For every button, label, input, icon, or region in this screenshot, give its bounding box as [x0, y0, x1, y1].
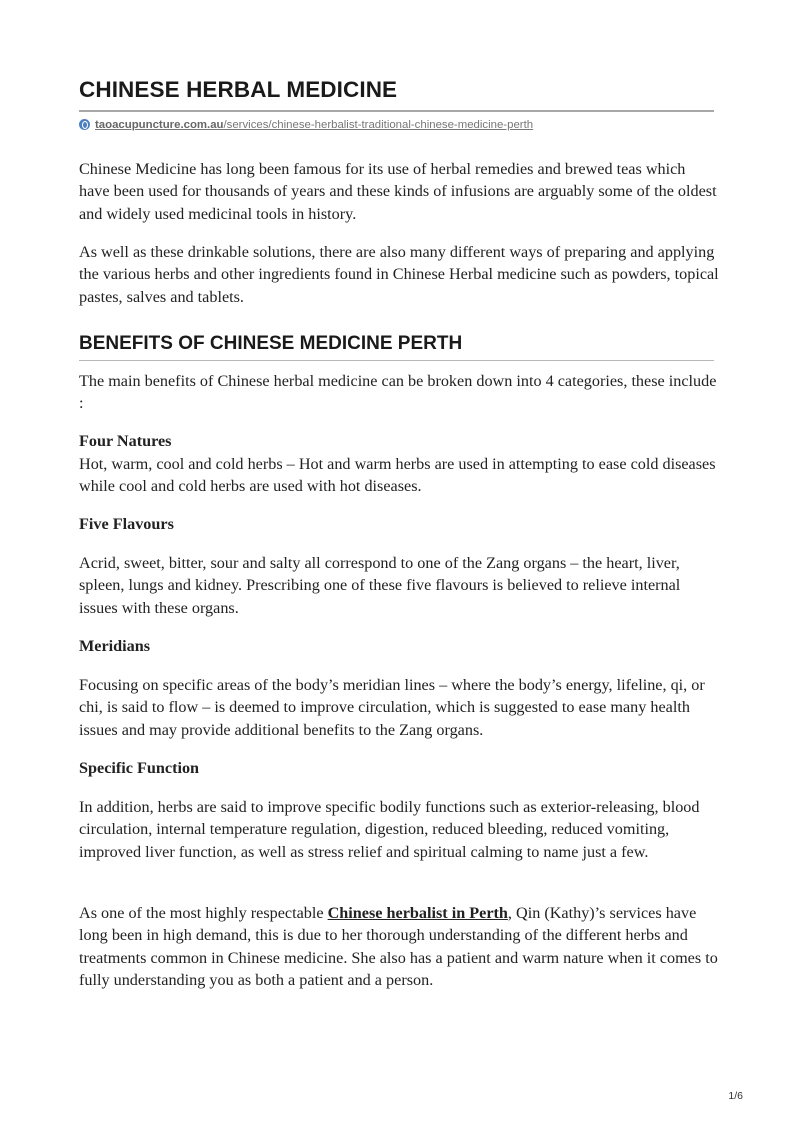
item-text-five-flavours: Acrid, sweet, bitter, sour and salty all correspond to one of the Zang organs – the heart, liver, spleen, lungs and kidney. Prescribing one of these five flavours is believed to relieve internal issues with these organs.: [79, 554, 681, 617]
page-title: CHINESE HERBAL MEDICINE: [79, 77, 398, 102]
source-link[interactable]: taoacupuncture.com.au/services/chinese-herbalist-traditional-chinese-medicine-perth: [95, 119, 534, 131]
source-url: [79, 119, 533, 131]
item-text-meridians: Focusing on specific areas of the body’s meridian lines – where the body’s energy, lifeline, qi, or chi, is said to flow – is deemed to improve circulation, which is suggested to ease many health issues and may provide additional benefits to the Zang organs.: [79, 676, 705, 739]
closing-paragraph: As one of the most highly respectable Chinese herbalist in Perth, Qin (Kathy)’s services have long been in high demand, this is due to her thorough understanding of the different herbs and treatments common in Chinese medicine. She also has a patient and warm nature when it comes to fully understanding you as both a patient and a person.: [79, 904, 718, 990]
item-title-meridians: Meridians: [79, 637, 151, 655]
section-divider: [79, 360, 714, 361]
item-title-four-natures: Four Natures: [79, 432, 172, 450]
section-heading: BENEFITS OF CHINESE MEDICINE PERTH: [79, 333, 463, 354]
item-title-five-flavours: Five Flavours: [79, 515, 174, 533]
intro-paragraph-1: Chinese Medicine has long been famous for its use of herbal remedies and brewed teas which have been used for thousands of years and these kinds of infusions are arguably some of the oldest and widely used medicinal tools in history.: [79, 160, 717, 223]
item-text-four-natures: Hot, warm, cool and cold herbs – Hot and warm herbs are used in attempting to ease cold diseases while cool and cold herbs are used with hot diseases.: [79, 455, 716, 496]
page-number: 1/6: [728, 1090, 743, 1102]
intro-paragraph-2: As well as these drinkable solutions, there are also many different ways of preparing and applying the various herbs and other ingredients found in Chinese Herbal medicine such as powders, topical pastes, salves and tablets.: [79, 243, 719, 306]
item-text-specific-function: In addition, herbs are said to improve specific bodily functions such as exterior-releasing, blood circulation, internal temperature regulation, digestion, reduced bleeding, reduced vomiting, improved liver function, as well as stress relief and spiritual calming to name just a few.: [79, 798, 700, 861]
section-lead: The main benefits of Chinese herbal medicine can be broken down into 4 categories, these include :: [79, 372, 717, 413]
globe-icon: [79, 119, 90, 130]
herbalist-link[interactable]: Chinese herbalist in Perth: [327, 904, 508, 922]
title-divider: [79, 110, 714, 112]
item-title-specific-function: Specific Function: [79, 759, 200, 777]
